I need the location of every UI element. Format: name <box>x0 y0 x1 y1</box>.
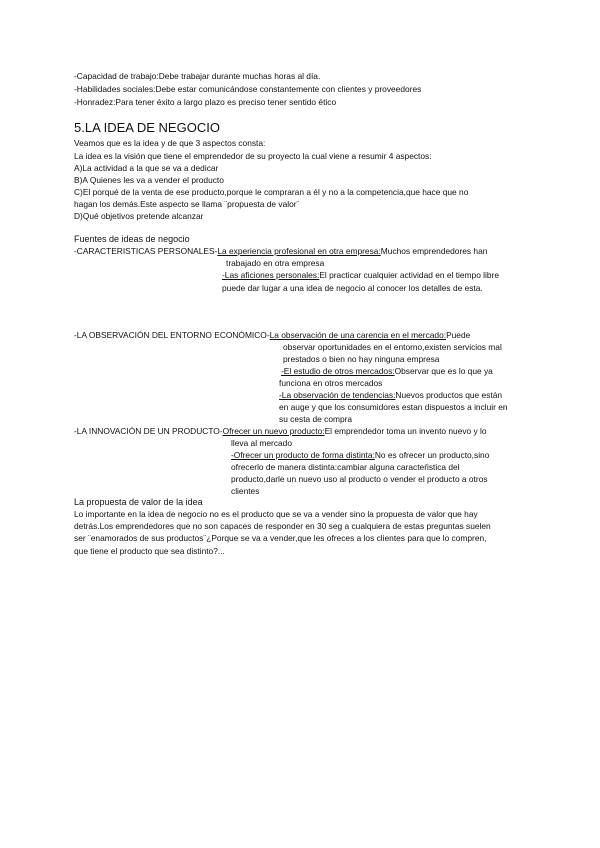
estudio-row <box>281 366 493 377</box>
tendencias-term: -La observación de tendencias: <box>279 390 396 400</box>
personales-row1 <box>74 246 487 257</box>
entorno-label: -LA OBSERVACIÓN DEL ENTORNO ECONÓMICO- <box>74 330 270 340</box>
estudio-term: -El estudio de otros mercados: <box>281 366 395 376</box>
fuentes-heading: Fuentes de ideas de negocio <box>74 234 190 244</box>
aspect-c-line2: hagan los demás.Este aspecto se llama ¨propuesta de valor¨ <box>74 199 300 209</box>
intro-line-honradez: -Honradez:Para tener éxito a largo plazo es preciso tener sentido ético <box>74 97 337 107</box>
nuevo-producto-text: El emprendedor toma un invento nuevo y lo <box>324 426 487 436</box>
carencia-text: Puede <box>446 330 471 340</box>
entorno-row1 <box>74 330 470 341</box>
estudio-text: Observar que es lo que ya <box>394 366 493 376</box>
paragraph-idea: La idea es la visión que tiene el emprendedor de su proyecto la cual viene a resumir 4 aspectos: <box>74 151 432 161</box>
aspect-b: B)A Quienes les va a vender el producto <box>74 175 224 185</box>
tendencias-row <box>279 390 502 401</box>
forma-distinta-text: No es ofrecer un producto,sino <box>374 450 490 460</box>
aficiones-row <box>222 270 499 281</box>
carencia-text-cont2: prestados o bien no hay ninguna empresa <box>283 354 440 364</box>
experiencia-term: La experiencia profesional en otra empresa: <box>217 246 381 256</box>
propuesta-heading: La propuesta de valor de la idea <box>74 497 203 507</box>
carencia-text-cont1: observar oportunidades en el entorno,existen servicios mal <box>283 342 502 352</box>
experiencia-text-cont: trabajado en otra empresa <box>226 258 325 268</box>
aspect-d: D)Qué objetivos pretende alcanzar <box>74 211 204 221</box>
tendencias-text: Nuevos productos que están <box>395 390 503 400</box>
aficiones-text: El practicar cualquier actividad en el tiempo libre <box>319 270 499 280</box>
innovacion-row1 <box>74 426 487 437</box>
forma-distinta-text-cont1: ofrecerlo de manera distinta:cambiar alguna caracteŕistica del <box>231 462 460 472</box>
aspect-a: A)La actividad a la que se va a dedicar <box>74 163 219 173</box>
propuesta-line2: detrás.Los emprendedores que no son capaces de responder en 30 seg a cualquiera de estas preguntas suelen <box>74 521 491 531</box>
propuesta-line3: ser ¨enamorados de sus productos¨¿Porque se va a vender,que les ofreces a los clientes para que lo compren, <box>74 533 487 543</box>
personales-label: -CARACTERISTICAS PERSONALES- <box>74 246 218 256</box>
propuesta-line4: que tiene el producto que sea distinto?... <box>74 546 225 556</box>
intro-line-capacidad: -Capacidad de trabajo:Debe trabajar durante muchas horas al día. <box>74 71 321 81</box>
tendencias-text-cont1: en auge y que los consumidores estan dispuestos a incluir en <box>279 402 508 412</box>
intro-line-habilidades: -Habilidades sociales:Debe estar comunicándose constantemente con clientes y proveedores <box>74 84 422 94</box>
propuesta-line1: Lo importante en la idea de negocio no es el producto que se va a vender sino la propuesta de valor que hay <box>74 509 478 519</box>
carencia-term: La observación de una carencia en el mercado: <box>269 330 447 340</box>
paragraph-veamos: Veamos que es la idea y de que 3 aspectos consta: <box>74 138 266 148</box>
forma-distinta-row <box>231 450 489 461</box>
nuevo-producto-term: Ofrecer un nuevo producto: <box>222 426 325 436</box>
innovacion-label: -LA INNOVACIÓN DE UN PRODUCTO- <box>74 426 223 436</box>
section-title: 5.LA IDEA DE NEGOCIO <box>74 120 220 135</box>
tendencias-text-cont2: su cesta de compra <box>279 414 353 424</box>
forma-distinta-term: -Ofrecer un producto de forma distinta: <box>231 450 375 460</box>
aficiones-term: -Las aficiones personales: <box>222 270 320 280</box>
estudio-text-cont: funciona en otros mercados <box>279 378 383 388</box>
aspect-c-line1: C)El porqué de la venta de ese producto,porque le compraran a él y no a la competencia,que hace que no <box>74 187 469 197</box>
aficiones-text-cont: puede dar lugar a una idea de negocio al conocer los detalles de esta. <box>222 283 483 293</box>
nuevo-producto-text-cont: lleva al mercado <box>231 438 292 448</box>
experiencia-text: Muchos emprendedores han <box>380 246 488 256</box>
forma-distinta-text-cont2: producto,darle un nuevo uso al producto o vender el producto a otros <box>231 474 488 484</box>
forma-distinta-text-cont3: clientes <box>231 486 260 496</box>
